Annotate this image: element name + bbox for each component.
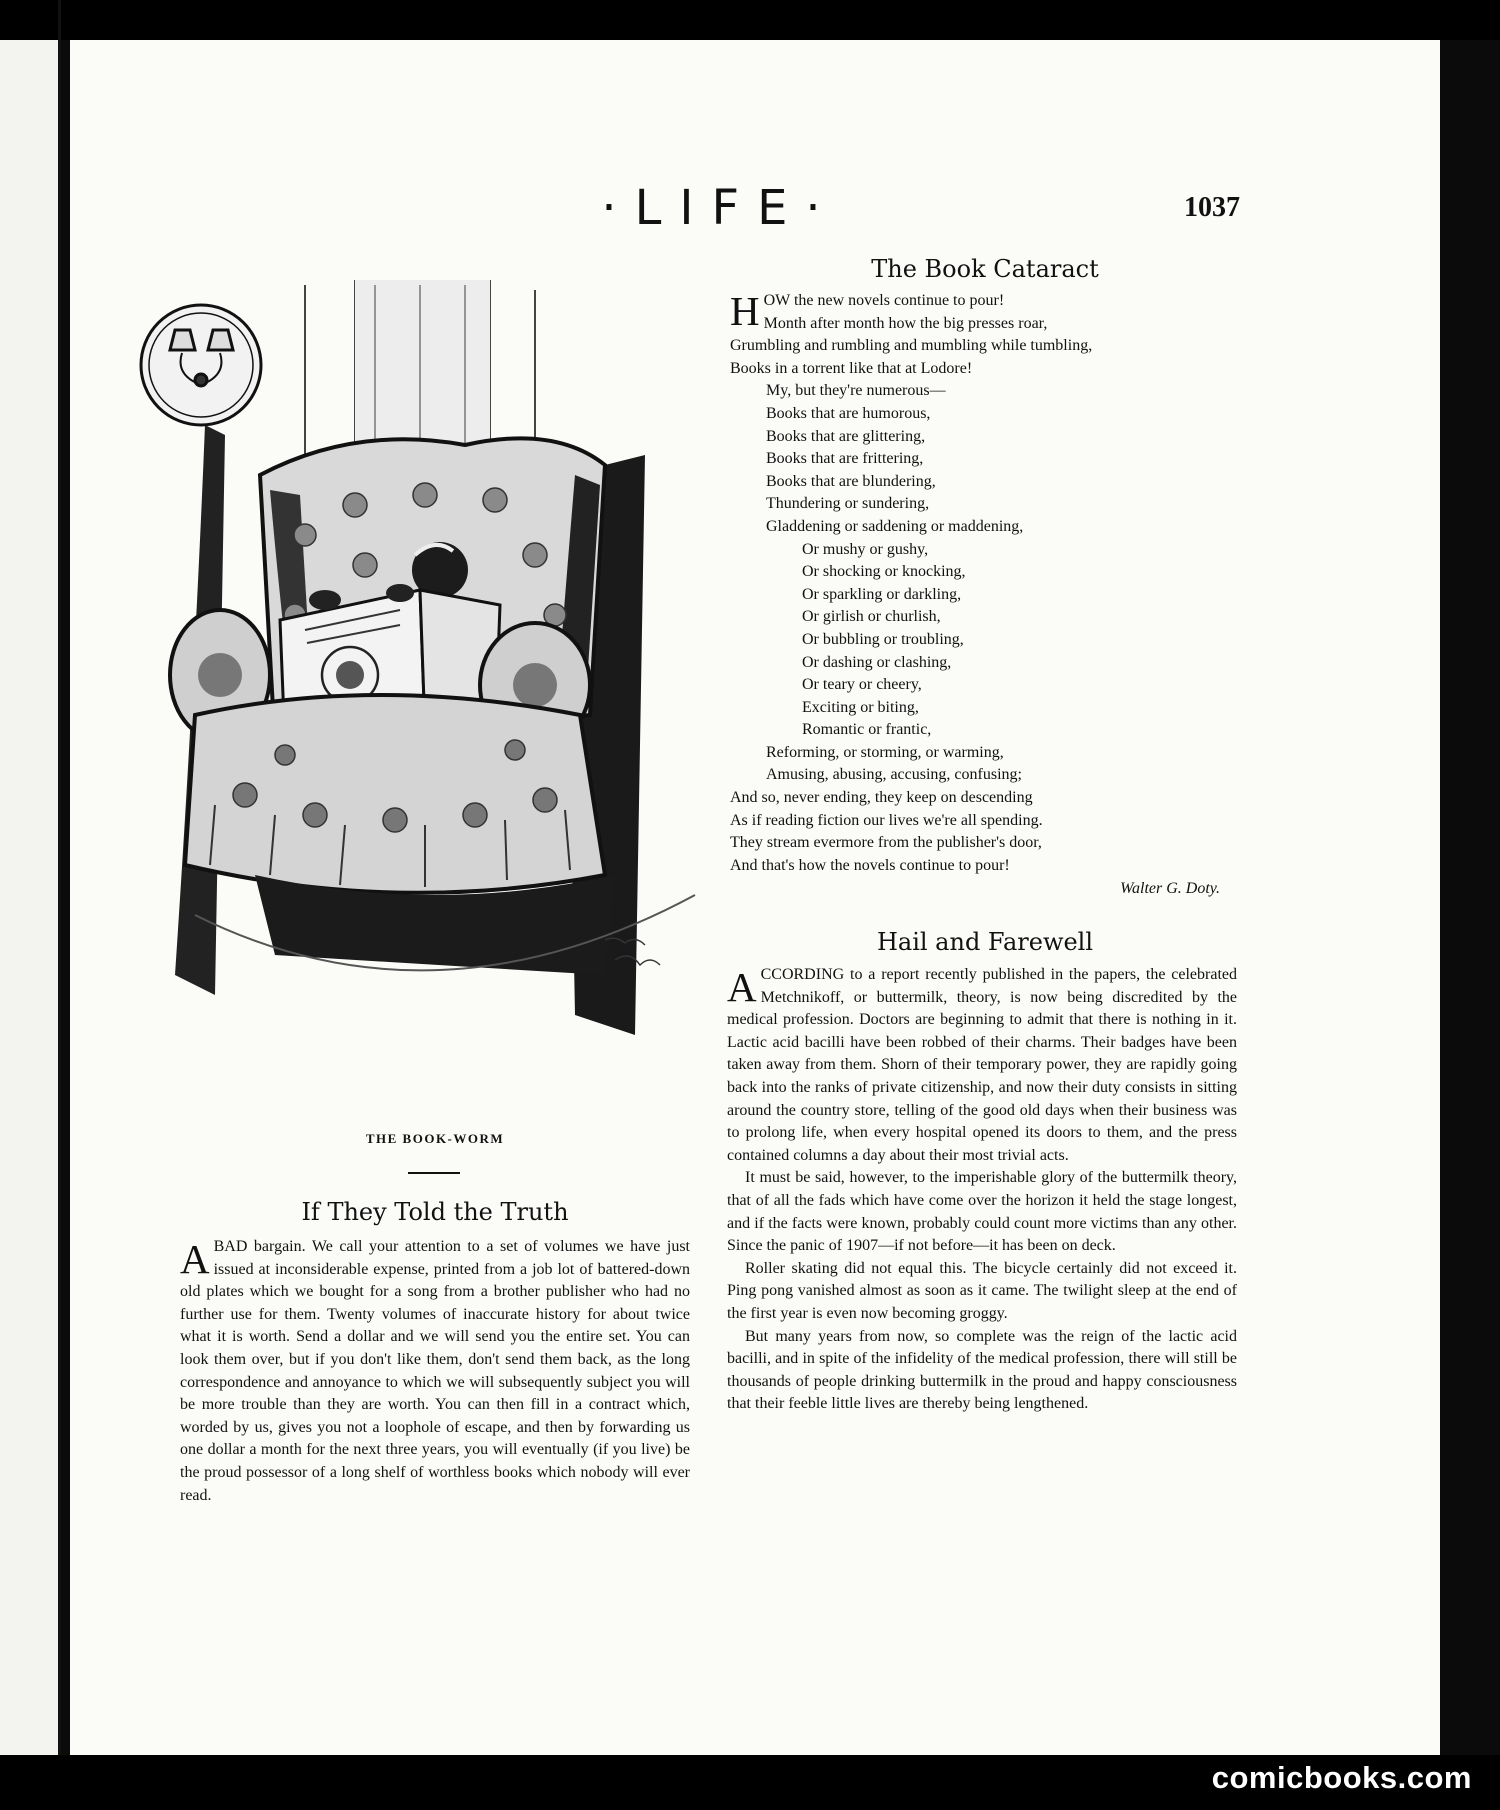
magazine-masthead: ·LIFE· bbox=[601, 180, 839, 236]
poem-line: Thundering or sundering, bbox=[766, 495, 930, 513]
illustration-caption: THE BOOK-WORM bbox=[365, 1131, 505, 1146]
poem-line: Books that are frittering, bbox=[766, 450, 924, 468]
poem-line: Amusing, abusing, accusing, confusing; bbox=[766, 766, 1022, 784]
poem-line: And that's how the novels continue to pour! bbox=[730, 856, 1010, 874]
poem-author: Walter G. Doty. bbox=[1120, 880, 1220, 897]
poem-line: And so, never ending, they keep on descending bbox=[730, 789, 1033, 807]
poem-line: Or girlish or churlish, bbox=[802, 608, 941, 626]
dropcap: A bbox=[727, 964, 757, 1010]
dropcap: A bbox=[180, 1236, 210, 1282]
poem-line: OW the new novels continue to pour! bbox=[763, 292, 1005, 309]
poem-line: As if reading fiction our lives we're all spending. bbox=[730, 811, 1043, 829]
right-article-paragraph: Roller skating did not equal this. The bicycle certainly did not exceed it. Ping pong vanished almost as soon as it came. The twilight sleep at the end of the first year is even now becoming groggy. bbox=[727, 1259, 1237, 1322]
poem-line: Month after month how the big presses roar, bbox=[763, 314, 1048, 332]
poem-line: Gladdening or saddening or maddening, bbox=[766, 517, 1024, 535]
poem-line: Or teary or cheery, bbox=[802, 676, 922, 694]
right-article-paragraph: CCORDING to a report recently published in the papers, the celebrated Metchnikoff, or buttermilk, theory, is now being discredited by the medical profession. Doctors are beginning to admit that there is nothing in it. Lactic acid bacilli have been robbed of their charms. Their badges have been taken away from them. Shorn of their temporary power, they are rapidly going back into the ranks of private citizenship, and now their duty consists in sitting around the country store, telling of the good old days when their business was to prolong life, when every hospital opened its doors to them, and the press contained columns a day about their most trivial acts. bbox=[727, 966, 1237, 1164]
right-article-body bbox=[727, 964, 1237, 1416]
site-watermark: comicbooks.com bbox=[1211, 1760, 1472, 1795]
poem-line: Books that are glittering, bbox=[766, 427, 926, 445]
poem-line: Exciting or biting, bbox=[802, 698, 919, 716]
poem-line: Books that are humorous, bbox=[766, 404, 931, 422]
poem-line: Books that are blundering, bbox=[766, 472, 936, 490]
poem-line: Or dashing or clashing, bbox=[802, 653, 952, 671]
left-article-body bbox=[180, 1236, 690, 1507]
page-number: 1037 bbox=[1184, 192, 1240, 223]
right-article-paragraph: But many years from now, so complete was the reign of the lactic acid bacilli, and in spite of the infidelity of the medical profession, there will still be thousands of people drinking buttermilk in the proud and happy consciousness that their feeble little lives are thereby being lengthened. bbox=[727, 1327, 1237, 1413]
section-divider bbox=[408, 1172, 460, 1174]
scan-top-border bbox=[0, 0, 1500, 40]
binding-spine-line bbox=[58, 0, 61, 1810]
poem-line: They stream evermore from the publisher's door, bbox=[730, 834, 1042, 852]
right-article-title: Hail and Farewell bbox=[876, 928, 1094, 956]
poem-line: Romantic or frantic, bbox=[802, 721, 932, 739]
left-article-title: If They Told the Truth bbox=[301, 1198, 569, 1226]
poem-line: Or mushy or gushy, bbox=[802, 540, 929, 558]
poem-line: Grumbling and rumbling and mumbling while tumbling, bbox=[730, 337, 1093, 355]
facing-page-edge bbox=[0, 40, 58, 1755]
poem-line: Reforming, or storming, or warming, bbox=[766, 743, 1004, 761]
right-article-paragraph: It must be said, however, to the imperishable glory of the buttermilk theory, that of all the fads which have come over the horizon it held the stage longest, and if the facts were known, probably could count more victims than any other. Since the panic of 1907—if not before—it has been on deck. bbox=[727, 1169, 1237, 1255]
wall-sconce bbox=[141, 305, 261, 425]
poem-line: My, but they're numerous— bbox=[766, 382, 946, 400]
poem-line: Books in a torrent like that at Lodore! bbox=[730, 359, 973, 377]
poem-title: The Book Cataract bbox=[871, 255, 1099, 283]
poem-line: Or sparkling or darkling, bbox=[802, 585, 962, 603]
poem-line: Or shocking or knocking, bbox=[802, 563, 966, 581]
dropcap: H bbox=[730, 288, 760, 334]
bookworm-illustration bbox=[135, 275, 725, 1110]
poem-body bbox=[730, 290, 1240, 877]
poem-line: Or bubbling or troubling, bbox=[802, 630, 964, 648]
left-article-text: BAD bargain. We call your attention to a set of volumes we have just issued at inconsiderable expense, printed from a job lot of battered-down old plates which we bought for a song from a brother publisher who had no further use for them. Twenty volumes of inaccurate history for about twice what it is worth. Send a dollar and we will send you the entire set. You can look them over, but if you don't like them, don't send them back, as the long correspondence and annoyance to which we will subsequently subject you will be more trouble than they are worth. You can then fill in a contract which, worded by us, gives you not a loophole of escape, and then by forwarding us one dollar a month for the next three years, you will eventually (if you live) be the proud possessor of a long shelf of worthless books which nobody will ever read. bbox=[180, 1238, 690, 1504]
